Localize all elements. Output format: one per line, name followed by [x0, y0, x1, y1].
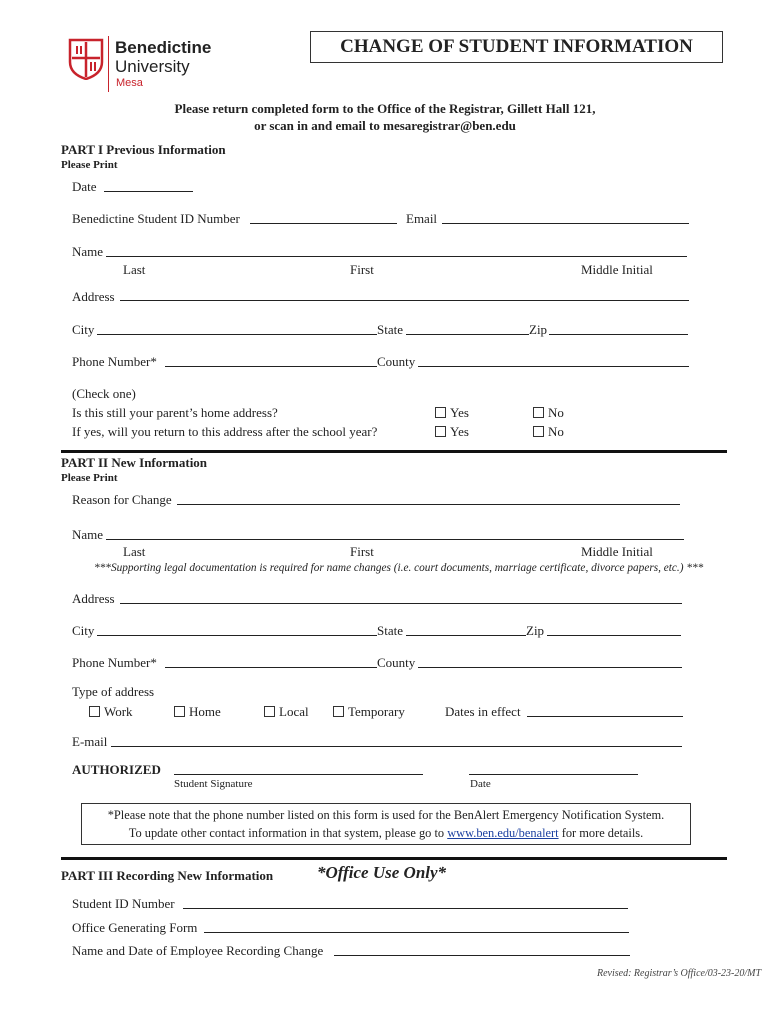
p2-name-field[interactable]: [106, 539, 684, 540]
checkbox-icon: [435, 407, 446, 418]
p1-name-label: Name: [72, 244, 104, 259]
p1-address-label: Address: [72, 289, 115, 304]
p2-work-checkbox[interactable]: [89, 704, 133, 720]
p1-city-field[interactable]: [97, 334, 377, 335]
benalert-link[interactable]: www.ben.edu/benalert: [447, 826, 559, 840]
logo-name: Benedictine: [115, 38, 212, 57]
part3-heading: PART III Recording New Information: [61, 868, 274, 883]
part2-heading: PART II New Information: [61, 455, 208, 470]
p1-date-label: Date: [72, 179, 97, 194]
p2-work-label: Work: [104, 704, 133, 719]
p1-last-label: Last: [123, 262, 146, 277]
p2-phone-field[interactable]: [165, 667, 377, 668]
part3-office-use: *Office Use Only*: [317, 863, 447, 882]
notice-line-2-post: for more details.: [561, 826, 644, 840]
p2-county-field[interactable]: [418, 667, 682, 668]
checkbox-icon: [264, 706, 275, 717]
p2-address-label: Address: [72, 591, 115, 606]
checkbox-icon: [533, 426, 544, 437]
p1-q2-no-label: No: [548, 424, 564, 439]
p1-city-label: City: [72, 322, 95, 337]
p2-dates-field[interactable]: [527, 716, 683, 717]
p2-signature-field[interactable]: [174, 774, 423, 775]
p1-state-field[interactable]: [406, 334, 529, 335]
p3-employee-field[interactable]: [334, 955, 630, 956]
p2-city-label: City: [72, 623, 95, 638]
p3-office-form-label: Office Generating Form: [72, 920, 198, 935]
p1-zip-label: Zip: [529, 322, 548, 337]
checkbox-icon: [89, 706, 100, 717]
checkbox-icon: [333, 706, 344, 717]
p2-first-label: First: [350, 544, 374, 559]
instructions-line-2: or scan in and email to mesaregistrar@ben.edu: [254, 118, 516, 133]
p1-student-id-field[interactable]: [250, 223, 397, 224]
p1-county-field[interactable]: [418, 366, 689, 367]
p2-state-label: State: [377, 623, 403, 638]
notice-line-2-pre: To update other contact information in that system, please go to: [128, 826, 445, 840]
p2-reason-field[interactable]: [177, 504, 680, 505]
p1-check-one: (Check one): [72, 386, 136, 401]
p2-state-field[interactable]: [406, 635, 526, 636]
p1-q1-yes-checkbox[interactable]: [435, 405, 469, 421]
p2-county-label: County: [377, 655, 416, 670]
p2-zip-label: Zip: [526, 623, 545, 638]
notice-line-2: [82, 824, 690, 842]
p2-middle-label: Middle Initial: [581, 544, 653, 559]
p1-middle-label: Middle Initial: [581, 262, 653, 277]
part1-divider: [61, 450, 727, 453]
p1-q2-yes-label: Yes: [450, 424, 469, 439]
part2-please-print: Please Print: [61, 472, 118, 484]
p2-home-checkbox[interactable]: [174, 704, 221, 720]
p1-question-1: Is this still your parent’s home address?: [72, 405, 278, 420]
p1-county-label: County: [377, 354, 416, 369]
p1-q2-yes-checkbox[interactable]: [435, 424, 469, 440]
p1-zip-field[interactable]: [549, 334, 688, 335]
p2-local-label: Local: [279, 704, 309, 719]
p2-student-signature-label: Student Signature: [174, 778, 253, 790]
p2-email-field[interactable]: [111, 746, 682, 747]
p2-zip-field[interactable]: [547, 635, 681, 636]
p1-phone-label: Phone Number*: [72, 354, 157, 369]
p1-date-field[interactable]: [104, 191, 193, 192]
p3-student-id-field[interactable]: [183, 908, 628, 909]
p1-student-id-label: Benedictine Student ID Number: [72, 211, 240, 226]
p1-phone-field[interactable]: [165, 366, 377, 367]
p2-home-label: Home: [189, 704, 221, 719]
p2-signature-date-field[interactable]: [469, 774, 638, 775]
p2-email-label: E-mail: [72, 734, 108, 749]
form-title-text: CHANGE OF STUDENT INFORMATION: [340, 36, 693, 57]
p2-dates-label: Dates in effect: [445, 704, 521, 719]
p2-temporary-checkbox[interactable]: [333, 704, 405, 720]
p1-address-field[interactable]: [120, 300, 689, 301]
p2-temporary-label: Temporary: [348, 704, 405, 719]
p2-local-checkbox[interactable]: [264, 704, 309, 720]
p2-authorized: AUTHORIZED: [72, 762, 161, 777]
p2-reason-label: Reason for Change: [72, 492, 172, 507]
p2-name-label: Name: [72, 527, 104, 542]
p1-state-label: State: [377, 322, 403, 337]
part1-heading: PART I Previous Information: [61, 142, 226, 157]
logo-campus: Mesa: [116, 77, 143, 89]
form-title: [310, 31, 723, 63]
p1-q1-no-label: No: [548, 405, 564, 420]
university-logo: [68, 36, 212, 94]
part1-please-print: Please Print: [61, 159, 118, 171]
checkbox-icon: [533, 407, 544, 418]
p1-q1-no-checkbox[interactable]: [533, 405, 564, 421]
p2-city-field[interactable]: [97, 635, 377, 636]
p3-office-form-field[interactable]: [204, 932, 629, 933]
instructions-line-1: Please return completed form to the Office of the Registrar, Gillett Hall 121,: [174, 101, 596, 116]
p1-first-label: First: [350, 262, 374, 277]
part2-divider: [61, 857, 727, 860]
benalert-notice: [81, 803, 691, 845]
p2-last-label: Last: [123, 544, 146, 559]
p2-legal-note: ***Supporting legal documentation is required for name changes (i.e. court documents, marriage certificate, divorce papers, etc.) ***: [94, 562, 704, 574]
p2-phone-label: Phone Number*: [72, 655, 157, 670]
p2-type-of-address: Type of address: [72, 684, 155, 699]
p1-q2-no-checkbox[interactable]: [533, 424, 564, 440]
logo-divider: [108, 36, 109, 92]
logo-name-2: University: [115, 57, 190, 76]
p2-date-label: Date: [470, 778, 491, 790]
revision-note: Revised: Registrar’s Office/03-23-20/MT: [597, 968, 762, 979]
p1-name-field[interactable]: [106, 256, 687, 257]
p3-employee-label: Name and Date of Employee Recording Change: [72, 943, 324, 958]
shield-icon: [68, 38, 104, 80]
checkbox-icon: [174, 706, 185, 717]
checkbox-icon: [435, 426, 446, 437]
p1-question-2: If yes, will you return to this address after the school year?: [72, 424, 378, 439]
p2-address-field[interactable]: [120, 603, 682, 604]
notice-line-1: *Please note that the phone number listed on this form is used for the BenAlert Emergency Notification System.: [107, 808, 665, 822]
p3-student-id-label: Student ID Number: [72, 896, 175, 911]
p1-email-field[interactable]: [442, 223, 689, 224]
p1-email-label: Email: [406, 211, 438, 226]
p1-q1-yes-label: Yes: [450, 405, 469, 420]
